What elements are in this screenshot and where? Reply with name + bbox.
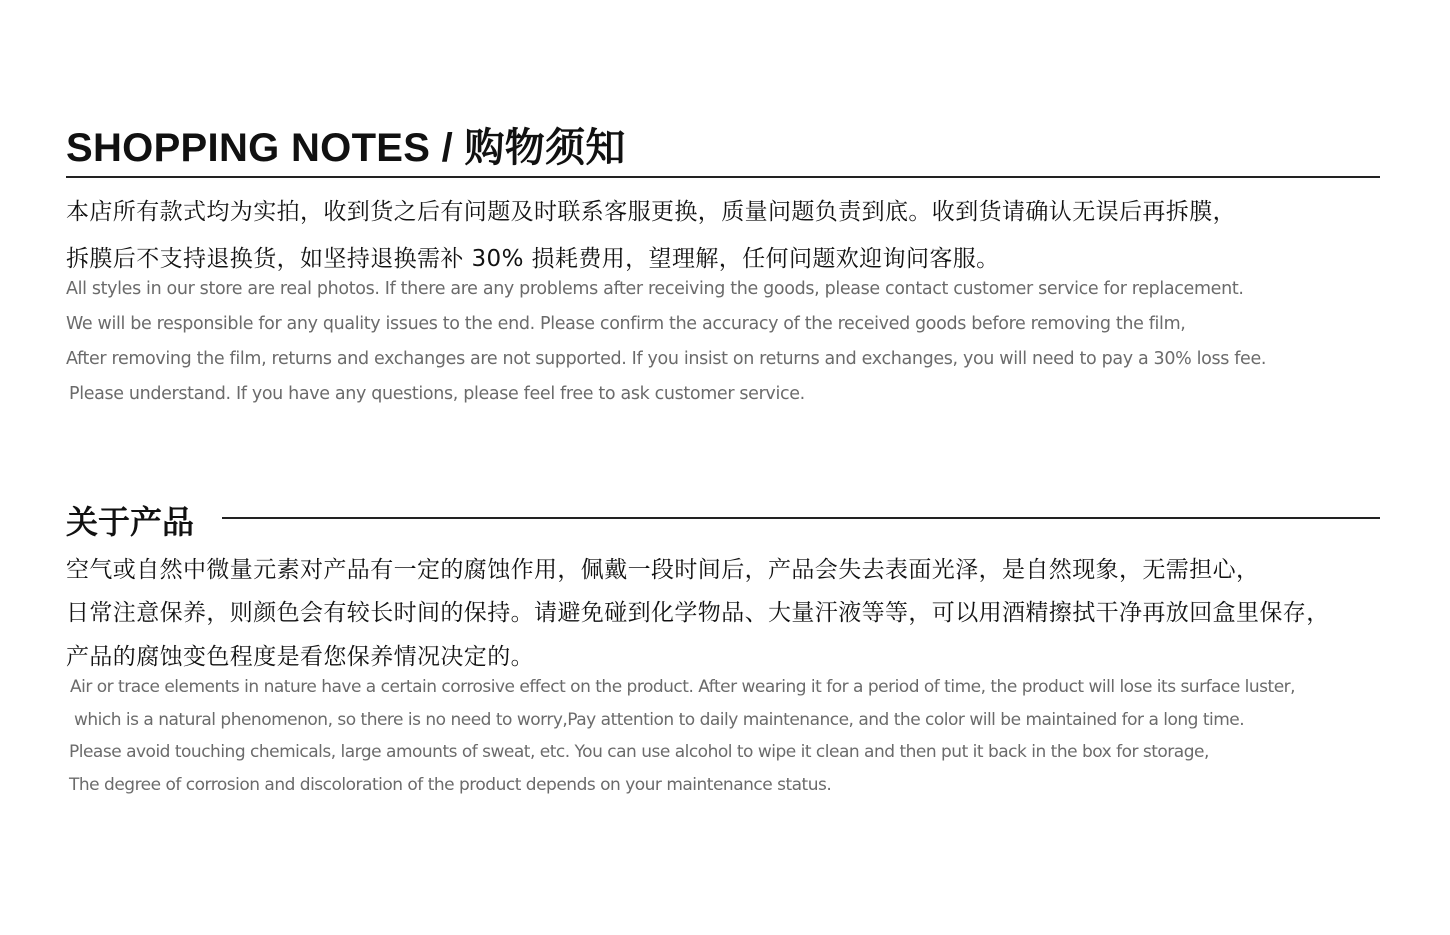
shopping-notes-cn-line-1: 本店所有款式均为实拍，收到货之后有问题及时联系客服更换，质量问题负责到底。收到货请确认无误后再拆膜， [66, 199, 1236, 225]
shopping-notes-en-line-3: After removing the film, returns and exchanges are not supported. If you insist on returns and exchanges, you will need to pay a 30% loss fee. [66, 349, 1267, 369]
about-product-cn-line-3: 产品的腐蚀变色程度是看您保养情况决定的。 [66, 644, 534, 670]
about-product-en-line-4: The degree of corrosion and discoloration of the product depends on your maintenance status. [69, 775, 832, 795]
about-product-cn-line-1: 空气或自然中微量元素对产品有一定的腐蚀作用，佩戴一段时间后，产品会失去表面光泽，是自然现象，无需担心， [66, 557, 1260, 583]
about-product-cn-line-2: 日常注意保养，则颜色会有较长时间的保持。请避免碰到化学物品、大量汗液等等，可以用酒精擦拭干净再放回盒里保存， [66, 600, 1330, 626]
about-product-divider [222, 517, 1380, 519]
shopping-notes-cn-line-2: 拆膜后不支持退换货，如坚持退换需补 30% 损耗费用，望理解，任何问题欢迎询问客服。 [66, 246, 1000, 272]
shopping-notes-divider [66, 176, 1380, 178]
shopping-notes-title: SHOPPING NOTES / 购物须知 [66, 126, 626, 170]
shopping-notes-en-line-1: All styles in our store are real photos. If there are any problems after receiving the goods, please contact customer service for replacement. [66, 279, 1244, 299]
about-product-title: 关于产品 [66, 503, 195, 541]
shopping-notes-en-line-4: Please understand. If you have any questions, please feel free to ask customer service. [69, 384, 805, 404]
about-product-en-line-3: Please avoid touching chemicals, large amounts of sweat, etc. You can use alcohol to wipe it clean and then put it back in the box for storage, [69, 742, 1209, 762]
about-product-en-line-2: which is a natural phenomenon, so there is no need to worry,Pay attention to daily maintenance, and the color will be maintained for a long time. [74, 710, 1245, 730]
about-product-en-line-1: Air or trace elements in nature have a certain corrosive effect on the product. After wearing it for a period of time, the product will lose its surface luster, [70, 677, 1296, 697]
shopping-notes-en-line-2: We will be responsible for any quality issues to the end. Please confirm the accuracy of the received goods before removing the film, [66, 314, 1186, 334]
